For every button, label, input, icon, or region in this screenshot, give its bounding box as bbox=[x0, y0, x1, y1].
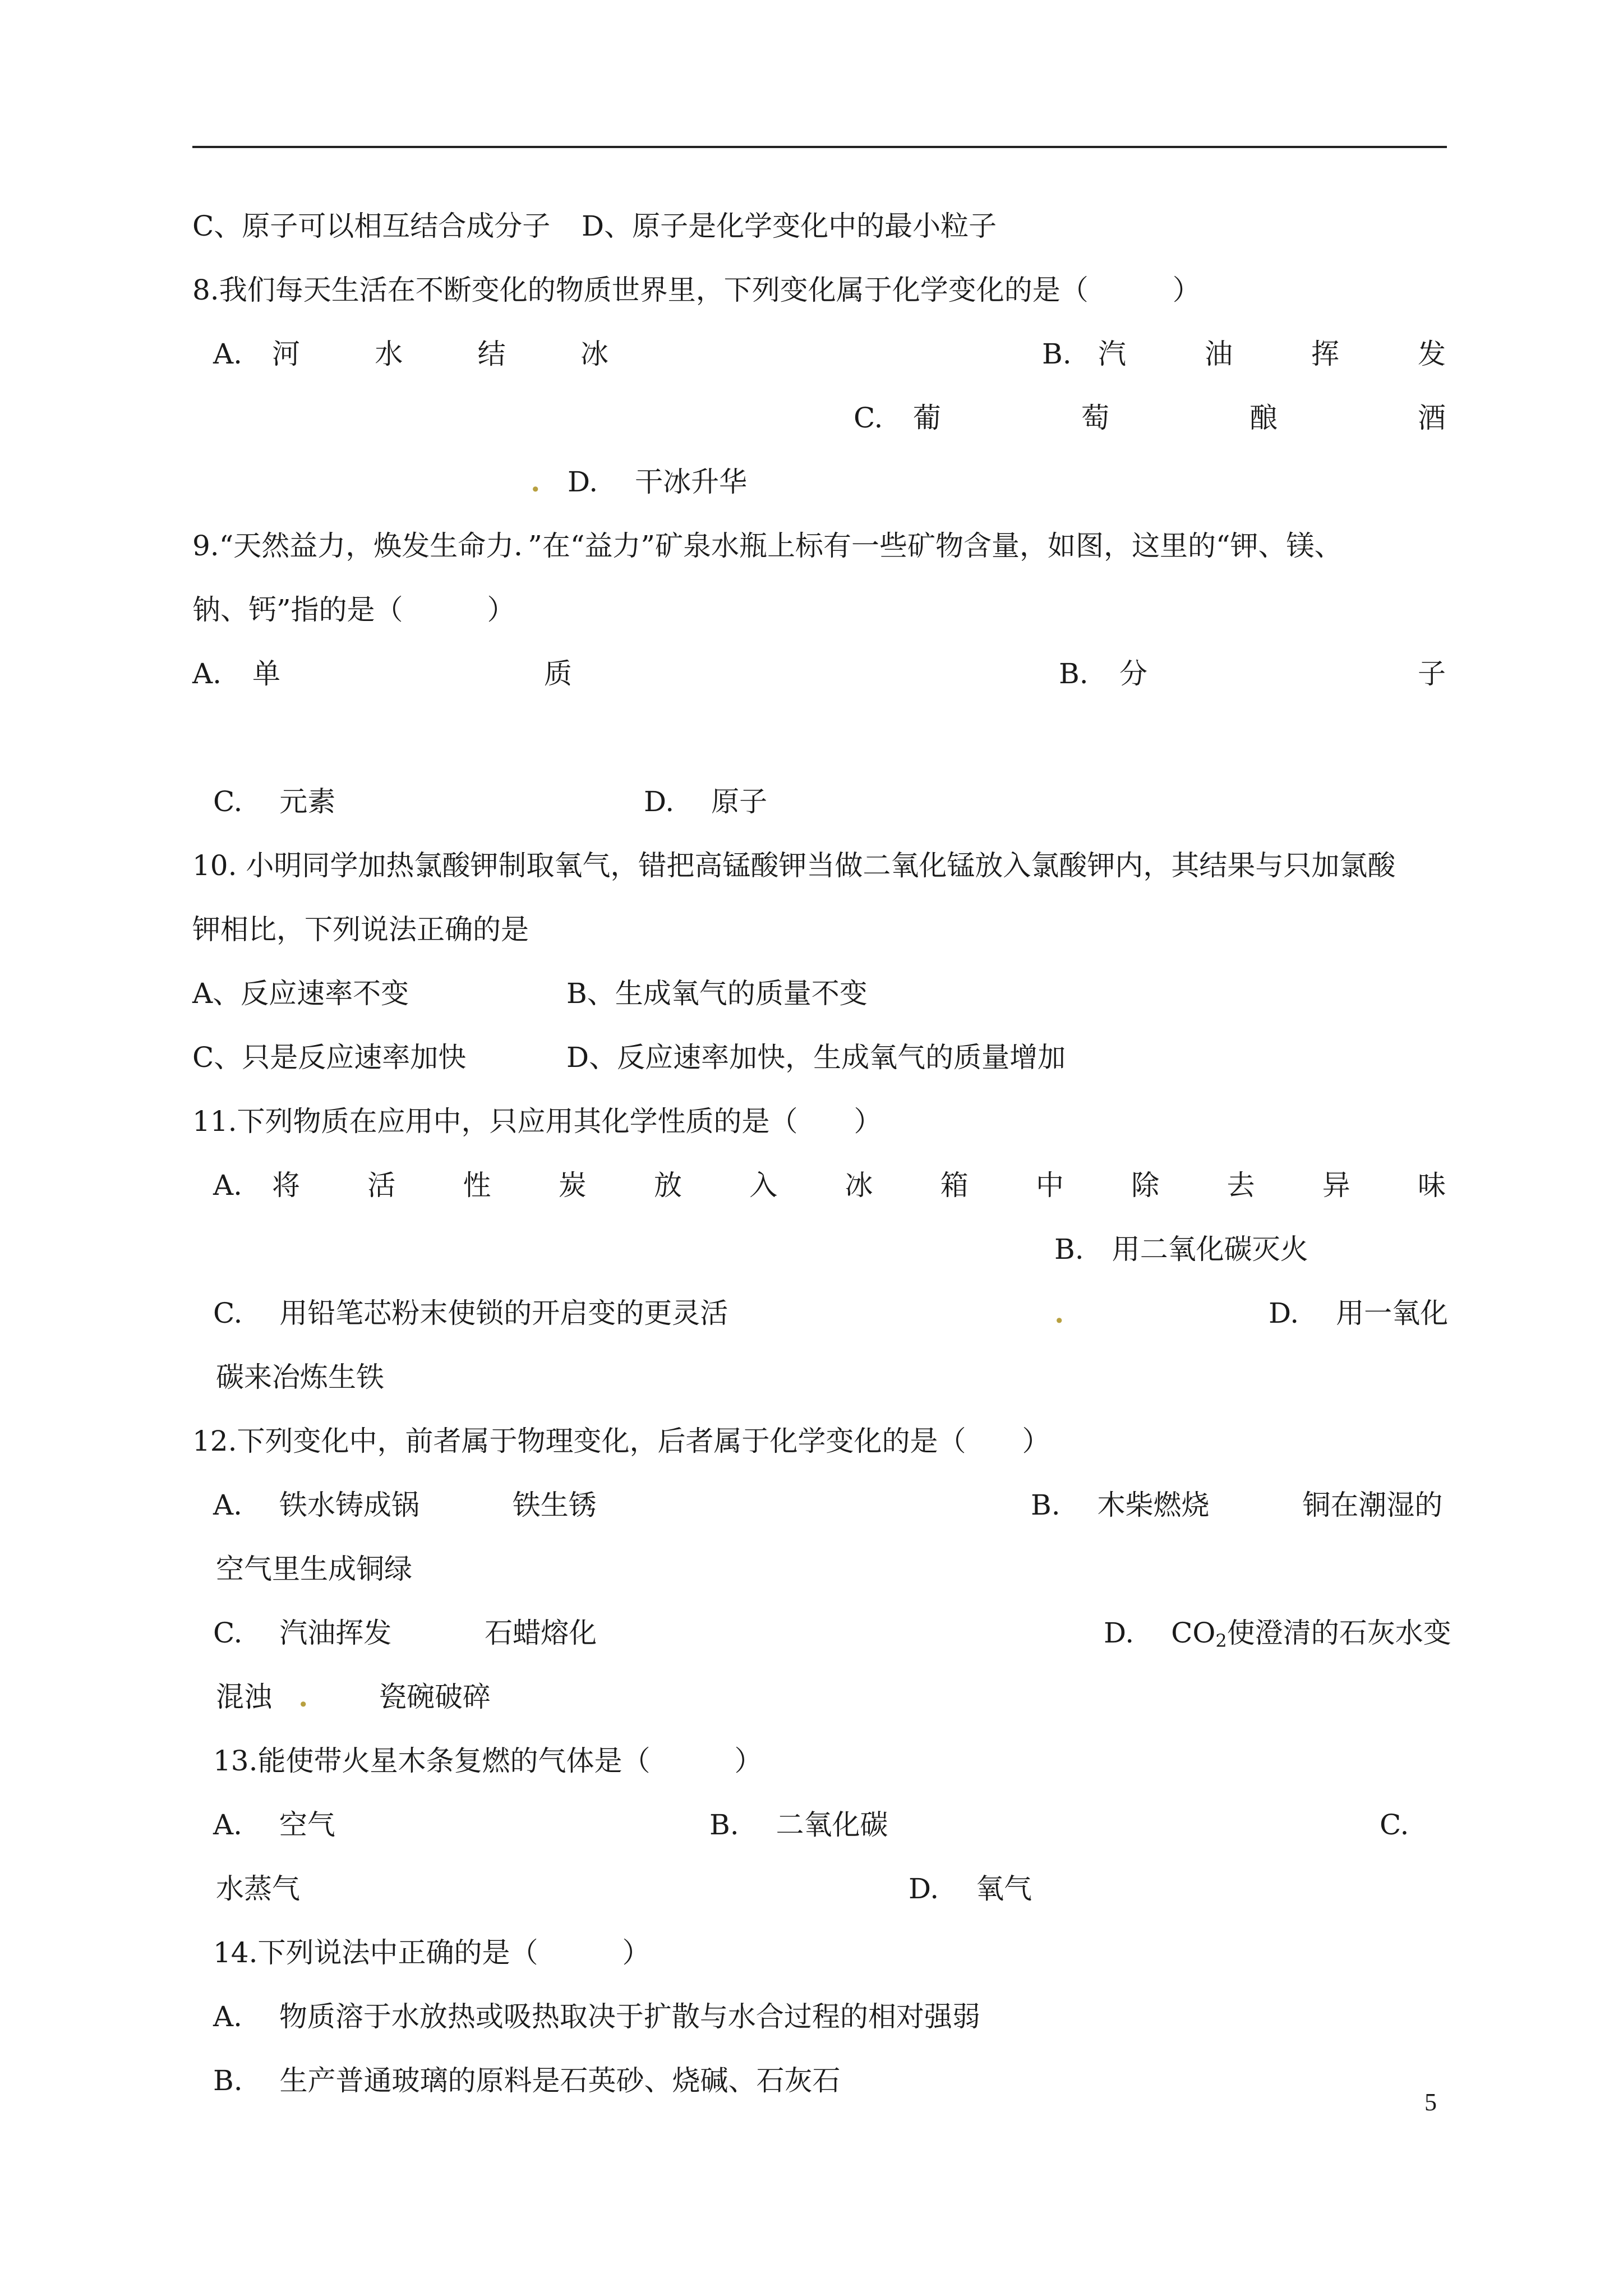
q8-c-char: 酒 bbox=[1418, 402, 1446, 434]
q8-b-char: 发 bbox=[1418, 338, 1446, 370]
q11-a-char: 放 bbox=[654, 1169, 682, 1202]
q12-options-ab bbox=[0, 1480, 1623, 1530]
q8-b-char: 汽 bbox=[1098, 338, 1126, 370]
q13-option-d: D. 氧气 bbox=[909, 1872, 1032, 1905]
q11-option-d-continuation: 碳来冶炼生铁 bbox=[216, 1361, 384, 1393]
decorative-dot: . bbox=[531, 465, 541, 498]
q13-option-a: A. 空气 bbox=[213, 1809, 335, 1841]
q11-options-cd bbox=[0, 1288, 1623, 1338]
q9-option-d: D. 原子 bbox=[644, 785, 768, 818]
q14-stem: 14.下列说法中正确的是（ ） bbox=[213, 1936, 651, 1969]
q8-a-char: 结 bbox=[477, 338, 506, 370]
q11-a-char: 炭 bbox=[558, 1169, 587, 1202]
q9-option-a-label: A. bbox=[192, 657, 222, 690]
q8-stem: 8.我们每天生活在不断变化的物质世界里，下列变化属于化学变化的是（ ） bbox=[192, 274, 1201, 306]
q9-option-c: C. 元素 bbox=[213, 785, 336, 818]
q9-stem-line1 bbox=[0, 521, 1623, 571]
q11-option-a-text bbox=[272, 1160, 1446, 1211]
subscript-2: 2 bbox=[1215, 1630, 1227, 1651]
q12-option-d-label: D. CO bbox=[1104, 1617, 1216, 1649]
q14-option-a-line bbox=[0, 1991, 1623, 2042]
q9-a-char: 质 bbox=[544, 657, 572, 690]
q11-a-char: 入 bbox=[749, 1169, 778, 1202]
q11-option-d: D. 用一氧化 bbox=[1269, 1297, 1449, 1329]
q10-option-a: A、反应速率不变 bbox=[192, 977, 409, 1010]
q10-stem-line2 bbox=[0, 904, 1623, 955]
q14-option-b-line bbox=[0, 2055, 1623, 2106]
q13-options-abc bbox=[0, 1800, 1623, 1850]
q13-option-b: B. 二氧化碳 bbox=[709, 1809, 888, 1841]
q8-option-a-label: A. bbox=[213, 338, 243, 370]
header-rule bbox=[192, 146, 1447, 148]
q12-option-d-tail: 瓷碗破碎 bbox=[379, 1681, 491, 1713]
q14-stem-line bbox=[0, 1927, 1623, 1978]
q10-option-d: D、反应速率加快，生成氧气的质量增加 bbox=[566, 1041, 1066, 1074]
q11-option-d-cont bbox=[0, 1352, 1623, 1402]
q9-option-b-label: B. bbox=[1059, 657, 1089, 690]
q11-a-char: 箱 bbox=[940, 1169, 969, 1202]
q7-option-d: D、原子是化学变化中的最小粒子 bbox=[582, 210, 997, 242]
q11-a-char: 除 bbox=[1131, 1169, 1160, 1202]
q12-stem: 12.下列变化中，前者属于物理变化，后者属于化学变化的是（ ） bbox=[192, 1425, 1050, 1457]
decorative-dot: . bbox=[298, 1680, 308, 1713]
q11-option-c: C. 用铅笔芯粉末使锁的开启变的更灵活 bbox=[213, 1297, 728, 1329]
q13-options-cd bbox=[0, 1864, 1623, 1914]
q8-option-c-text bbox=[913, 393, 1446, 443]
q11-option-a-label: A. bbox=[213, 1169, 243, 1202]
q11-a-char: 活 bbox=[367, 1169, 396, 1202]
q13-option-c-text: 水蒸气 bbox=[216, 1872, 300, 1905]
q8-option-d: D. 干冰升华 bbox=[568, 466, 748, 498]
q12-option-b-continuation: 空气里生成铜绿 bbox=[216, 1553, 412, 1585]
q7-options bbox=[0, 201, 1623, 251]
q8-a-char: 河 bbox=[272, 338, 300, 370]
q11-a-char: 味 bbox=[1418, 1169, 1446, 1202]
q8-b-char: 挥 bbox=[1311, 338, 1339, 370]
q9-stem-2: 钠、钙”指的是（ ） bbox=[192, 593, 515, 626]
q8-option-c-line bbox=[0, 393, 1623, 443]
q11-option-b-line bbox=[0, 1224, 1623, 1274]
q10-stem-1: 10. 小明同学加热氯酸钾制取氧气，错把高锰酸钾当做二氧化锰放入氯酸钾内，其结果与只加氯酸 bbox=[192, 849, 1396, 882]
q13-stem-line bbox=[0, 1736, 1623, 1786]
q14-option-a: A. 物质溶于水放热或吸热取决于扩散与水合过程的相对强弱 bbox=[213, 2000, 980, 2033]
q8-option-b-label: B. bbox=[1042, 338, 1072, 370]
q8-options-ab bbox=[0, 329, 1623, 379]
q12-stem-line bbox=[0, 1416, 1623, 1466]
q11-a-char: 去 bbox=[1227, 1169, 1255, 1202]
q13-option-c-label: C. bbox=[1380, 1809, 1409, 1841]
q11-a-char: 将 bbox=[272, 1169, 300, 1202]
q9-options-cd bbox=[0, 776, 1623, 827]
q11-stem: 11.下列物质在应用中，只应用其化学性质的是（ ） bbox=[192, 1105, 882, 1138]
q9-stem-line2 bbox=[0, 585, 1623, 635]
q12-option-d-cont bbox=[0, 1672, 1623, 1722]
q8-a-char: 水 bbox=[375, 338, 403, 370]
q8-stem-line bbox=[0, 265, 1623, 315]
q9-options-ab bbox=[0, 648, 1623, 699]
q10-options-ab bbox=[0, 968, 1623, 1019]
q8-option-b-text bbox=[1098, 329, 1446, 379]
q10-option-c: C、只是反应速率加快 bbox=[192, 1041, 467, 1074]
q12-option-d-rest: 使澄清的石灰水变 bbox=[1227, 1617, 1451, 1649]
q9-stem-1: 9.“天然益力，焕发生命力．”在“益力”矿泉水瓶上标有一些矿物含量，如图，这里的“钾、镁、 bbox=[192, 530, 1343, 562]
q11-a-char: 冰 bbox=[845, 1169, 873, 1202]
q12-option-b: B. 木柴燃烧 铜在潮湿的 bbox=[1031, 1489, 1443, 1521]
q8-option-d-line bbox=[0, 457, 1623, 507]
q12-option-c: C. 汽油挥发 石蜡熔化 bbox=[213, 1617, 597, 1649]
decorative-dot: . bbox=[1054, 1296, 1064, 1329]
q9-b-char: 分 bbox=[1119, 657, 1147, 690]
q12-option-d-continuation: 混浊 bbox=[216, 1681, 272, 1713]
q12-options-cd bbox=[0, 1608, 1623, 1658]
q9-option-a-text bbox=[252, 648, 572, 699]
q8-a-char: 冰 bbox=[580, 338, 608, 370]
q10-stem-line1 bbox=[0, 840, 1623, 891]
q11-option-a-line bbox=[0, 1160, 1623, 1211]
q12-option-a: A. 铁水铸成锅 铁生锈 bbox=[213, 1489, 597, 1521]
q9-b-char: 子 bbox=[1418, 657, 1446, 690]
q10-options-cd bbox=[0, 1032, 1623, 1083]
q7-option-c: C、原子可以相互结合成分子 bbox=[192, 210, 551, 242]
q8-c-char: 葡 bbox=[913, 402, 941, 434]
q11-option-b: B. 用二氧化碳灭火 bbox=[1054, 1233, 1308, 1266]
q11-a-char: 中 bbox=[1036, 1169, 1064, 1202]
q9-a-char: 单 bbox=[252, 657, 280, 690]
q14-option-b: B. 生产普通玻璃的原料是石英砂、烧碱、石灰石 bbox=[213, 2064, 841, 2097]
q10-stem-2: 钾相比，下列说法正确的是 bbox=[192, 913, 529, 946]
q11-a-char: 异 bbox=[1322, 1169, 1350, 1202]
q8-b-char: 油 bbox=[1205, 338, 1233, 370]
q9-option-b-text bbox=[1119, 648, 1446, 699]
page-number: 5 bbox=[1424, 2088, 1437, 2116]
q13-stem: 13.能使带火星木条复燃的气体是（ ） bbox=[213, 1745, 763, 1777]
q11-stem-line bbox=[0, 1096, 1623, 1147]
q8-c-char: 酿 bbox=[1249, 402, 1278, 434]
q8-option-a-text bbox=[272, 329, 608, 379]
q12-option-d bbox=[1104, 1608, 1451, 1666]
q11-a-char: 性 bbox=[463, 1169, 491, 1202]
q8-c-char: 萄 bbox=[1081, 402, 1109, 434]
q12-option-b-cont bbox=[0, 1544, 1623, 1594]
q10-option-b: B、生成氧气的质量不变 bbox=[566, 977, 868, 1010]
q8-option-c-label: C. bbox=[854, 402, 883, 434]
